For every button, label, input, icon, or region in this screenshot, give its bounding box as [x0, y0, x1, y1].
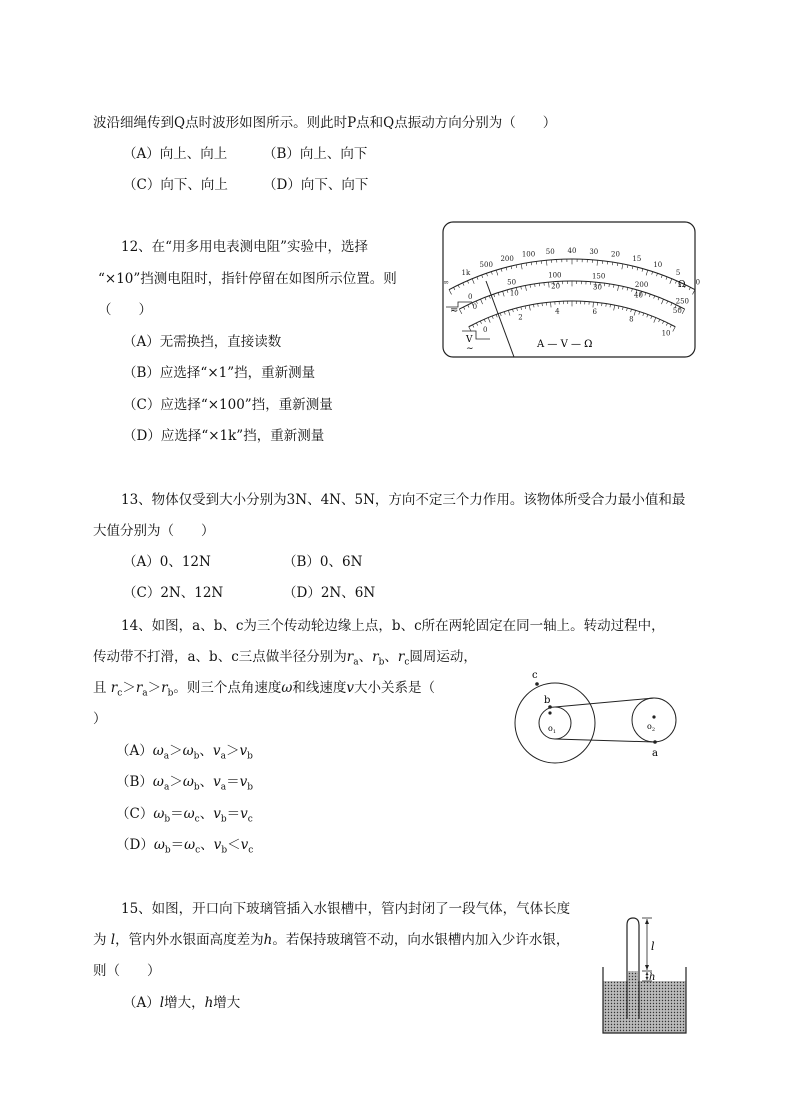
- ohm-scale-tick: [463, 283, 464, 286]
- q14-stem-3: 且 $r_c>r_a>r_b$。则三个点角速度ω和线速度v大小关系是（: [93, 680, 436, 699]
- ohm-scale-tick: [627, 265, 628, 268]
- q13-option-a: （A）0、12N: [123, 554, 211, 570]
- q12-option-d: （D）应选择“×1k”挡，重新测量: [123, 428, 325, 444]
- ohm-scale-tick: [458, 285, 459, 288]
- q14-option-b: $(B)\omega_a>\omega_b$、$v_a=v_b$: [116, 774, 254, 793]
- q13-option-d: （D）2N、6N: [283, 585, 376, 601]
- ac-scale-tick: [480, 321, 481, 324]
- q11-option-b: （B）向上、向下: [263, 146, 368, 162]
- belt-bottom: [555, 739, 654, 742]
- belt-top: [555, 698, 654, 707]
- ohm-scale-tick: [516, 265, 517, 268]
- label-o1: $o_1$: [548, 724, 557, 735]
- ac-scale-tick: [639, 312, 640, 315]
- ac-scale-tick: [513, 309, 514, 312]
- dc-scale-tick: [682, 309, 685, 314]
- ohm-scale-tick: [472, 279, 474, 284]
- label-b: b: [544, 695, 551, 706]
- ohm-scale-tick: [477, 277, 478, 280]
- q15-stem-1: 15、如图，开口向下玻璃管插入水银槽中，管内封闭了一段气体，气体长度: [121, 901, 571, 917]
- ohm-tick-label: 20: [611, 250, 620, 259]
- dc-scale-tick: [525, 286, 526, 291]
- dc-tick-label-2: 20: [551, 282, 561, 291]
- ac-scale-tick: [492, 316, 493, 319]
- q11-option-a: （A）向上、向上: [123, 146, 228, 162]
- q12-stem-3: （ ）: [98, 302, 152, 318]
- ohm-scale-tick: [482, 275, 483, 278]
- ac-scale-tick: [508, 310, 510, 315]
- q12-option-c: （C）应选择“×100”挡，重新测量: [123, 397, 333, 413]
- ohm-scale-tick: [467, 281, 468, 284]
- dc-scale-tick: [649, 294, 650, 297]
- q12-stem-1: 12、在“用多用电表测电阻”实验中，选择: [121, 239, 368, 255]
- ac-scale-tick: [662, 321, 663, 324]
- ohm-scale-tick: [491, 272, 492, 275]
- dc-scale-tick: [521, 287, 522, 290]
- dc-scale-tick: [661, 299, 663, 304]
- ac-scale-tick: [666, 323, 667, 326]
- ohm-tick-label: 40: [567, 247, 577, 255]
- ohm-scale-tick: [622, 264, 623, 269]
- ac-tick-label: 2: [518, 313, 523, 322]
- q13-stem-2: 大值分别为（ ）: [93, 523, 215, 539]
- ohm-tick-label: 100: [521, 250, 536, 259]
- dc-scale-tick: [618, 286, 619, 291]
- ohm-tick-label: 1k: [461, 268, 471, 277]
- ac-scale-tick: [654, 318, 656, 323]
- meter-bottom-label: A — V — Ω: [537, 339, 593, 350]
- ohm-tick-label: 10: [653, 261, 663, 270]
- ac-scale-tick: [659, 319, 660, 322]
- dc-scale-tick: [489, 296, 490, 299]
- dc-scale-tick: [530, 285, 531, 288]
- ohm-scale-tick: [597, 260, 598, 265]
- ac-scale-tick: [673, 327, 676, 332]
- dc-scale-tick: [667, 301, 668, 304]
- ohm-scale-tick: [526, 263, 527, 266]
- dc-scale-tick: [494, 294, 495, 297]
- ac-scale-tick: [488, 318, 490, 323]
- ac-scale-tick: [500, 313, 501, 316]
- axle-o2: [652, 715, 655, 718]
- ac-scale-tick: [476, 323, 477, 326]
- meter-dc-symbol: ≂: [450, 305, 459, 316]
- mercury-trough-fill: [603, 981, 686, 1033]
- q13-option-c: （C）2N、12N: [123, 585, 224, 601]
- dc-tick-label-2: 10: [509, 289, 519, 298]
- ohm-scale-tick: [670, 279, 672, 284]
- q14-stem-4: ）: [93, 711, 107, 727]
- meter-ac-symbol: V: [466, 335, 473, 345]
- label-a: a: [652, 748, 658, 759]
- dc-scale-tick: [613, 285, 614, 288]
- dc-tick-label: 250: [675, 297, 690, 306]
- mercury-in-tube: [628, 971, 638, 981]
- dc-scale-tick: [503, 291, 505, 296]
- ohm-scale-tick: [661, 275, 662, 278]
- point-a: [653, 740, 657, 744]
- ac-scale-tick: [525, 306, 526, 309]
- large-wheel-c: [515, 683, 595, 763]
- point-c: [535, 682, 539, 686]
- ohm-tick-label: 5: [675, 268, 681, 277]
- dc-scale-tick: [498, 293, 499, 296]
- q14-option-a: $(A)\omega_a>\omega_b$、$v_a>v_b$: [116, 743, 253, 762]
- ohm-scale-tick: [642, 269, 643, 272]
- meter-ac-symbol-2: ∼: [466, 344, 474, 354]
- label-h: h: [649, 972, 656, 983]
- ac-scale-tick: [651, 316, 652, 319]
- ac-tick-label: 0: [483, 325, 488, 334]
- ohm-scale-tick: [506, 267, 507, 270]
- multimeter-dial-figure: [442, 221, 701, 358]
- dc-scale-tick: [654, 296, 655, 299]
- q13-stem-1: 13、物体仅受到大小分别为3N、4N、5N，方向不定三个力作用。该物体所受合力最小值和最: [121, 492, 686, 508]
- ac-scale-tick: [521, 307, 522, 310]
- dc-scale-tick: [485, 297, 486, 300]
- dc-scale-tick: [507, 290, 508, 293]
- dc-scale-tick: [463, 307, 464, 310]
- ohm-scale-tick: [652, 272, 653, 275]
- ohm-scale-tick: [521, 264, 522, 269]
- ohm-scale-tick: [689, 287, 690, 290]
- q13-option-b: （B）0、6N: [283, 554, 363, 570]
- q14-option-c: $(C)\omega_b=\omega_c$、$v_b=v_c$: [116, 806, 253, 825]
- q15-stem-2: 为 l，管内外水银面高度差为h。若保持玻璃管不动，向水银槽内加入少许水银，: [93, 932, 570, 948]
- ohm-scale-tick: [487, 273, 488, 276]
- axle-o1: [548, 711, 551, 714]
- q12-stem-2: “×10”挡测电阻时，指针停留在如图所示位置。则: [98, 271, 397, 287]
- q11-stem: 波沿细绳传到Q点时波形如图所示。则此时P点和Q点振动方向分别为（ ）: [93, 115, 557, 131]
- ac-scale-tick: [484, 319, 485, 322]
- ac-tick-label: 10: [661, 329, 671, 338]
- ohm-tick-label: 50: [545, 247, 555, 256]
- dc-tick-label: 100: [548, 271, 562, 280]
- ohm-scale-tick: [546, 260, 547, 265]
- q14-stem-1: 14、如图，a、b、c为三个传动轮边缘上点，b、c所在两轮固定在同一轴上。转动过程中，: [121, 618, 665, 634]
- ac-scale-tick: [614, 305, 615, 310]
- ac-scale-tick: [643, 313, 644, 316]
- dc-scale-tick: [632, 289, 633, 292]
- ohm-scale-tick: [675, 281, 676, 284]
- ac-scale-tick: [610, 304, 611, 307]
- ac-scale-tick: [622, 307, 623, 310]
- dc-scale-tick: [459, 309, 462, 314]
- ac-scale-tick: [517, 308, 518, 311]
- ohm-tick-label: 500: [479, 261, 493, 270]
- meter-ohm-symbol: Ω: [678, 280, 686, 290]
- ac-scale-tick: [504, 312, 505, 315]
- ac-scale-tick: [533, 304, 534, 307]
- q11-option-d: （D）向下、向下: [263, 177, 369, 193]
- dc-scale-tick: [658, 297, 659, 300]
- meter-tick-labels: [443, 247, 700, 337]
- ac-scale-tick: [631, 309, 632, 312]
- dc-tick-label-2: 0: [472, 303, 478, 312]
- ohm-scale-tick: [637, 267, 638, 270]
- dc-scale-tick: [549, 282, 550, 287]
- ohm-tick-label: 15: [632, 254, 642, 263]
- ac-scale-tick: [593, 302, 594, 307]
- q12-option-b: （B）应选择“×1”挡，重新测量: [123, 365, 316, 381]
- label-l: l: [651, 940, 655, 953]
- ac-tick-label: 4: [555, 307, 560, 316]
- ac-scale-tick: [627, 308, 628, 311]
- ac-scale-tick: [670, 325, 671, 328]
- ohm-scale-tick: [496, 270, 498, 275]
- dc-scale-tick: [671, 303, 672, 306]
- ohm-scale-tick: [656, 273, 657, 276]
- ac-scale-tick: [618, 306, 619, 309]
- ac-scale-tick: [551, 302, 552, 307]
- ohm-scale-tick: [449, 290, 452, 295]
- wheel-a: [632, 698, 676, 742]
- pulley-figure: [506, 665, 686, 765]
- dc-tick-label: 50: [507, 278, 517, 287]
- q15-option-a: （A）l增大，h增大: [123, 995, 241, 1011]
- ac-scale-tick: [647, 314, 648, 317]
- dc-tick-label-2: 40: [634, 291, 643, 300]
- ohm-tick-label: 30: [589, 247, 599, 256]
- ac-tick-label: 8: [629, 315, 634, 324]
- ohm-tick-label: 0: [695, 278, 701, 287]
- dc-scale-tick: [468, 305, 469, 308]
- ohm-tick-label: ∞: [443, 278, 450, 287]
- q14-option-d: $(D)\omega_b=\omega_c$、$v_b<v_c$: [116, 837, 254, 856]
- dc-scale-tick: [645, 293, 646, 296]
- ohm-scale-tick: [501, 269, 502, 272]
- dc-tick-label: 200: [634, 281, 649, 290]
- gas-column: [629, 920, 637, 971]
- q11-option-c: （C）向下、向上: [123, 177, 228, 193]
- dc-scale-tick: [627, 288, 628, 291]
- label-c: c: [532, 670, 538, 681]
- q15-stem-3: 则（ ）: [93, 963, 161, 979]
- ac-scale-tick: [496, 314, 497, 317]
- dc-tick-label-2: 50: [672, 307, 682, 316]
- mercury-tube-figure: [598, 915, 690, 1035]
- dc-scale-tick: [481, 299, 483, 304]
- dc-tick-label-2: 30: [592, 283, 602, 292]
- ohm-scale-tick: [646, 270, 648, 275]
- ac-scale-tick: [634, 310, 636, 315]
- ohm-tick-label: 200: [500, 254, 514, 263]
- meter-frame: [443, 222, 695, 357]
- dc-scale-tick: [623, 287, 624, 290]
- dc-tick-label: 150: [591, 272, 606, 281]
- ohm-scale-tick: [454, 287, 455, 290]
- ohm-scale-tick: [511, 266, 512, 269]
- dc-tick-label: 0: [468, 293, 473, 302]
- label-o2: $o_2$: [647, 722, 656, 733]
- ac-tick-label: 6: [592, 308, 597, 317]
- q12-option-a: （A）无需换挡，直接读数: [123, 334, 282, 350]
- q14-stem-2: 传动带不打滑，a、b、c三点做半径分别为$r_a$、$r_b$、$r_c$圆周运动，: [93, 649, 477, 668]
- ohm-scale-tick: [617, 263, 618, 266]
- meter-scales: [449, 259, 695, 332]
- ohm-scale-tick: [666, 277, 667, 280]
- ac-scale-tick: [473, 325, 474, 328]
- ohm-scale-tick: [632, 266, 633, 269]
- ac-scale-tick: [529, 305, 530, 310]
